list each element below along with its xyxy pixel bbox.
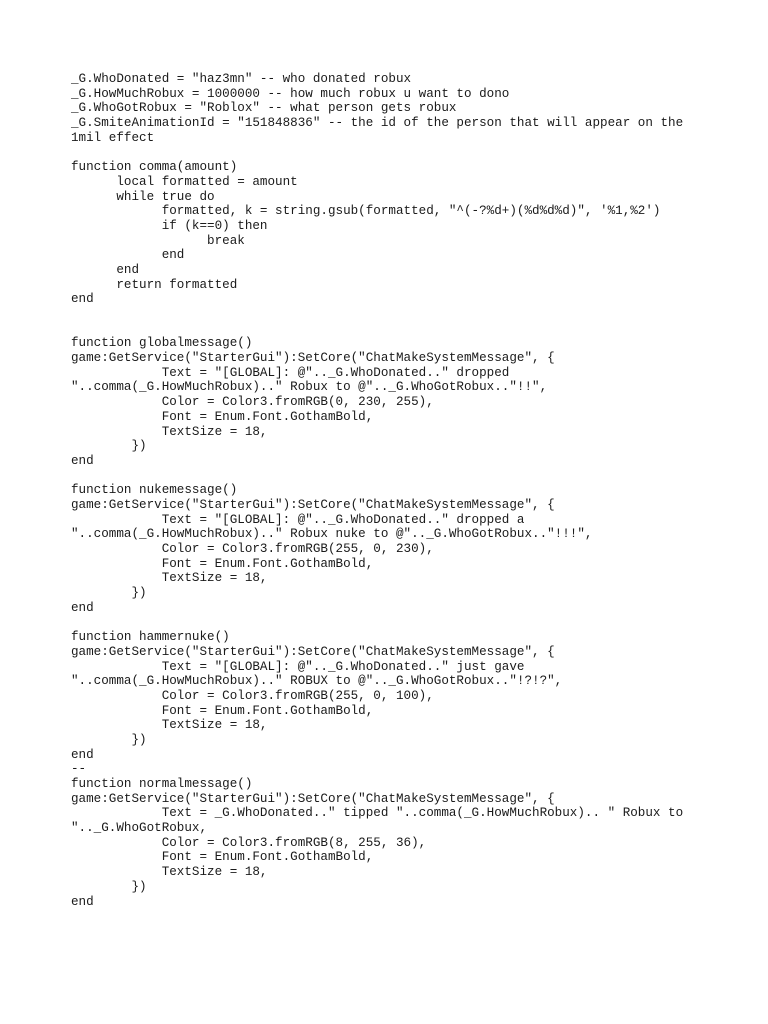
code-line: Color = Color3.fromRGB(255, 0, 230), xyxy=(71,542,434,556)
code-line: local formatted = amount xyxy=(71,174,298,189)
code-line: }) xyxy=(71,439,147,454)
code-line: ".._G.WhoGotRobux, xyxy=(71,821,208,836)
code-line: while true do xyxy=(71,189,215,204)
code-line: Color = Color3.fromRGB(8, 255, 36), xyxy=(71,835,427,850)
code-line: Text = _G.WhoDonated.." tipped "..comma(_G.HowMuchRobux).. " Robux to xyxy=(71,806,684,821)
code-line: end xyxy=(71,248,185,263)
code-line: _G.HowMuchRobux = 1000000 -- how much robux u want to dono xyxy=(71,86,510,101)
code-line: -- xyxy=(71,762,87,777)
code-line: end xyxy=(71,453,94,468)
code-text-block xyxy=(71,72,711,909)
code-line: Font = Enum.Font.GothamBold, xyxy=(71,703,374,718)
code-line xyxy=(71,615,711,630)
code-line: Text = "[GLOBAL]: @".._G.WhoDonated.." dropped xyxy=(71,365,510,380)
code-line: return formatted xyxy=(71,277,238,292)
code-line: TextSize = 18, xyxy=(71,718,268,733)
code-line: Text = "[GLOBAL]: @".._G.WhoDonated.." dropped a xyxy=(71,512,525,527)
code-line: game:GetService("StarterGui"):SetCore("ChatMakeSystemMessage", { xyxy=(71,351,555,366)
code-line xyxy=(71,469,711,484)
code-line: Font = Enum.Font.GothamBold, xyxy=(71,850,374,865)
code-line: TextSize = 18, xyxy=(71,865,268,880)
code-line: 1mil effect xyxy=(71,130,155,145)
code-line: TextSize = 18, xyxy=(71,571,268,586)
code-line: function normalmessage() xyxy=(71,777,253,791)
code-line: game:GetService("StarterGui"):SetCore("ChatMakeSystemMessage", { xyxy=(71,497,555,512)
code-line: end xyxy=(71,262,140,277)
code-line: game:GetService("StarterGui"):SetCore("ChatMakeSystemMessage", { xyxy=(71,791,555,806)
code-line: formatted, k = string.gsub(formatted, "^(-?%d+)(%d%d%d)", '%1,%2') xyxy=(71,204,661,219)
code-line xyxy=(71,307,711,322)
code-line: }) xyxy=(71,879,147,894)
code-line: Color = Color3.fromRGB(0, 230, 255), xyxy=(71,395,434,410)
code-line: Color = Color3.fromRGB(255, 0, 100), xyxy=(71,688,434,703)
code-line: end xyxy=(71,894,94,909)
code-line: end xyxy=(71,292,94,307)
code-line: Font = Enum.Font.GothamBold, xyxy=(71,556,374,571)
code-line: }) xyxy=(71,586,147,601)
code-line: game:GetService("StarterGui"):SetCore("ChatMakeSystemMessage", { xyxy=(71,644,555,659)
code-line: if (k==0) then xyxy=(71,218,268,233)
code-line: Font = Enum.Font.GothamBold, xyxy=(71,409,374,424)
code-line xyxy=(71,322,711,337)
code-line xyxy=(71,145,711,160)
code-line: function comma(amount) xyxy=(71,160,238,175)
code-line: _G.WhoDonated = "haz3mn" -- who donated robux xyxy=(71,72,412,86)
code-line: _G.WhoGotRobux = "Roblox" -- what person gets robux xyxy=(71,101,457,116)
code-line: function hammernuke() xyxy=(71,630,230,645)
code-line: Text = "[GLOBAL]: @".._G.WhoDonated.." just gave xyxy=(71,659,525,674)
code-line: "..comma(_G.HowMuchRobux).." ROBUX to @".._G.WhoGotRobux.."!?!?", xyxy=(71,674,563,689)
code-line: "..comma(_G.HowMuchRobux).." Robux nuke to @".._G.WhoGotRobux.."!!!", xyxy=(71,527,593,542)
code-line: _G.SmiteAnimationId = "151848836" -- the id of the person that will appear on the xyxy=(71,116,684,131)
code-line: TextSize = 18, xyxy=(71,424,268,439)
code-line: function nukemessage() xyxy=(71,483,238,498)
code-line: end xyxy=(71,600,94,615)
code-line: }) xyxy=(71,732,147,747)
code-line: end xyxy=(71,747,94,762)
code-line: function globalmessage() xyxy=(71,336,253,351)
code-line: "..comma(_G.HowMuchRobux).." Robux to @".._G.WhoGotRobux.."!!", xyxy=(71,380,548,395)
code-line: break xyxy=(71,233,245,248)
